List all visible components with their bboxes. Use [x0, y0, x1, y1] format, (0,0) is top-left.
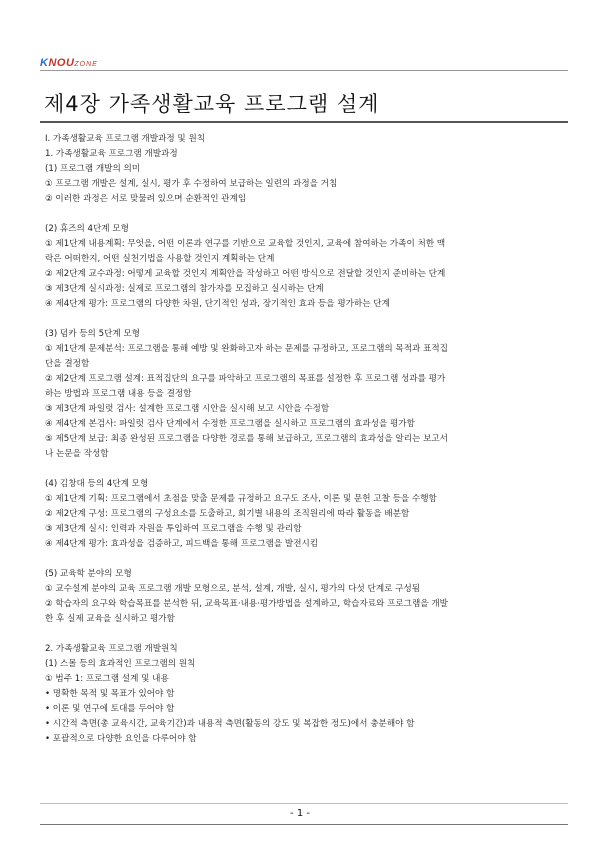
- knou-zone-logo: [40, 57, 98, 71]
- text-line: ④ 제4단계 본검사: 파일럿 검사 단계에서 수정한 프로그램을 실시하고 프로그램의 효과성을 평가함: [45, 419, 415, 429]
- header-divider: [40, 70, 568, 71]
- text-line: • 이론 및 연구에 토대를 두어야 함: [45, 704, 175, 714]
- text-line: ① 제1단계 문제분석: 프로그램을 통해 예방 및 완화하고자 하는 문제를 규정하고, 프로그램의 목적과 표적집: [45, 344, 448, 354]
- text-line: • 명확한 목적 및 목표가 있어야 함: [45, 689, 175, 699]
- blank-line: [45, 207, 565, 222]
- text-line: (5) 교육학 분야의 모형: [45, 569, 132, 579]
- page-number: - 1 -: [290, 808, 310, 819]
- text-line: ③ 제3단계 실시과정: 실제로 프로그램의 참가자를 모집하고 실시하는 단계: [45, 284, 324, 294]
- text-line: ① 범주 1: 프로그램 설계 및 내용: [45, 674, 169, 684]
- text-line: • 포괄적으로 다양한 요인을 다루어야 함: [45, 734, 197, 744]
- text-line: ② 제2단계 프로그램 설계: 표적집단의 요구를 파악하고 프로그램의 목표를 설정한 후 프로그램 성과를 평가: [45, 374, 446, 384]
- footer-rule: [40, 824, 568, 825]
- blank-line: [45, 627, 565, 642]
- text-line: • 시간적 측면(총 교육시간, 교육기간)과 내용적 측면(활동의 강도 및 복잡한 정도)에서 충분해야 함: [45, 719, 415, 729]
- page-title: 제4장 가족생활교육 프로그램 설계: [44, 92, 380, 116]
- title-divider: [40, 121, 568, 123]
- blank-line: [45, 462, 565, 477]
- text-line: (4) 김창대 등의 4단계 모형: [45, 479, 149, 489]
- logo-letter-k: K: [40, 57, 49, 69]
- text-line: ① 제1단계 기획: 프로그램에서 초점을 맞출 문제를 규정하고 요구도 조사, 이론 및 문헌 고찰 등을 수행함: [45, 494, 437, 504]
- text-line: ① 프로그램 개발은 설계, 실시, 평가 후 수정하여 보급하는 일련의 과정을 거침: [45, 179, 338, 189]
- logo-zone: ZONE: [74, 61, 98, 68]
- text-line: 한 후 실제 교육을 실시하고 평가함: [45, 614, 175, 624]
- text-line: ④ 제4단계 평가: 프로그램의 다양한 차원, 단기적인 성과, 장기적인 효과 등을 평가하는 단계: [45, 299, 390, 309]
- document-body: [45, 132, 565, 747]
- text-line: 나 논문을 작성함: [45, 449, 109, 459]
- text-line: ② 제2단계 교수과정: 어떻게 교육할 것인지 계획안을 작성하고 어떤 방식으로 전달할 것인지 준비하는 단계: [45, 269, 446, 279]
- text-line: ④ 제4단계 평가: 효과성을 검증하고, 피드백을 통해 프로그램을 발전시킴: [45, 539, 319, 549]
- text-line: ③ 제3단계 실시: 인력과 자원을 투입하여 프로그램을 수행 및 관리함: [45, 524, 302, 534]
- text-line: Ⅰ. 가족생활교육 프로그램 개발과정 및 원칙: [45, 134, 206, 144]
- text-line: ⑤ 제5단계 보급: 최종 완성된 프로그램을 다양한 경로를 통해 보급하고, 프로그램의 효과성을 알리는 보고서: [45, 434, 448, 444]
- text-line: 1. 가족생활교육 프로그램 개발과정: [45, 149, 178, 159]
- text-line: ② 제2단계 구성: 프로그램의 구성요소를 도출하고, 회기별 내용의 조직원리에 따라 활동을 배분함: [45, 509, 410, 519]
- text-line: (3) 덤카 등의 5단계 모형: [45, 329, 140, 339]
- text-line: ③ 제3단계 파일럿 검사: 설계한 프로그램 시안을 실시해 보고 시안을 수정함: [45, 404, 330, 414]
- blank-line: [45, 312, 565, 327]
- text-line: 단을 결정함: [45, 359, 90, 369]
- logo-letters-nou: NOU: [48, 57, 75, 69]
- text-line: 2. 가족생활교육 프로그램 개발원칙: [45, 644, 178, 654]
- text-line: ② 학습자의 요구와 학습목표를 분석한 뒤, 교육목표·내용·평가방법을 설계하고, 학습자료와 프로그램을 개발: [45, 599, 448, 609]
- blank-line: [45, 552, 565, 567]
- text-line: ② 이러한 과정은 서로 맞물려 있으며 순환적인 관계임: [45, 194, 247, 204]
- footer-divider: [40, 803, 568, 804]
- text-line: 하는 방법과 프로그램 내용 등을 결정함: [45, 389, 192, 399]
- text-line: (1) 스몰 등의 효과적인 프로그램의 원칙: [45, 659, 196, 669]
- text-line: ① 교수설계 분야의 교육 프로그램 개발 모형으로, 분석, 설계, 개발, 실시, 평가의 다섯 단계로 구성됨: [45, 584, 421, 594]
- text-line: ① 제1단계 내용계획: 무엇을, 어떤 이론과 연구를 기반으로 교육할 것인지, 교육에 참여하는 가족이 처한 맥: [45, 239, 446, 249]
- text-line: 락은 어떠한지, 어떤 실천기법을 사용할 것인지 계획하는 단계: [45, 254, 275, 264]
- text-line: (2) 휴즈의 4단계 모형: [45, 224, 129, 234]
- text-line: (1) 프로그램 개발의 의미: [45, 164, 141, 174]
